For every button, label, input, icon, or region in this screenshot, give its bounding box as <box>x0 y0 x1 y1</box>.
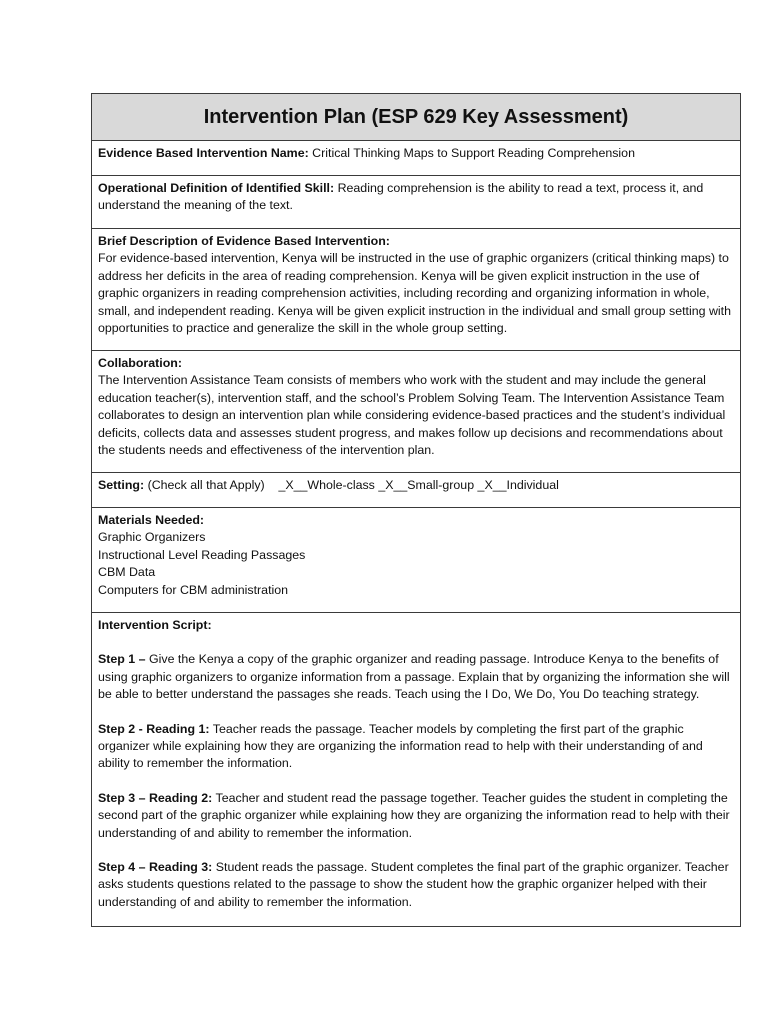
setting-check-individual: _X__ <box>477 478 507 492</box>
document-title-row <box>92 94 740 140</box>
materials-item: Computers for CBM administration <box>98 582 289 597</box>
script-step-text: Teacher reads the passage. Teacher models by completing the first part of the graphic organizer while explaining how they are organizing the information read to help with their understanding of and ability to remember the information. <box>98 721 703 771</box>
script-step-label: Step 2 - Reading 1: <box>98 721 210 736</box>
operational-definition-label: Operational Definition of Identified Skill: <box>98 181 335 195</box>
script-step-4 <box>98 859 734 911</box>
materials-item: CBM Data <box>98 565 156 580</box>
setting-option-whole-class: Whole-class <box>307 478 375 492</box>
script-step-3 <box>98 790 734 842</box>
intervention-script-label: Intervention Script: <box>98 618 212 632</box>
collaboration-row <box>92 350 740 472</box>
script-step-text: Student reads the passage. Student completes the final part of the graphic organizer. Teacher asks students questions related to the passage to show the student how the graphic organizer helped with their understanding of and ability to remember the information. <box>98 860 729 909</box>
brief-description-value: For evidence-based intervention, Kenya will be instructed in the use of graphic organizers (critical thinking maps) to address her deficits in the area of reading comprehension. Kenya will be given explicit instruction in the use of graphic organizers in reading comprehension activities, including recording and organizing information in whole, small, and independent reading. Kenya will be given explicit instruction in the individual and small group setting with opportunities to practice and generalize the skill in the whole group setting. <box>98 251 731 336</box>
materials-row <box>92 507 740 612</box>
operational-definition-value: Reading comprehension is the ability to read a text, process it, and understand the meaning of the text. <box>98 181 704 213</box>
operational-definition-row <box>92 175 740 228</box>
script-step-text: Give the Kenya a copy of the graphic organizer and reading passage. Introduce Kenya to the benefits of using graphic organizers to organize information from a passage. Explain that by organizing the information she will be able to better understand the passages she reads. Teach using the I Do, We Do, You Do teaching strategy. <box>98 652 730 702</box>
script-step-label: Step 3 – Reading 2: <box>98 790 213 805</box>
script-step-text: Teacher and student read the passage together. Teacher guides the student in completing the second part of the graphic organizer while explaining how they are organizing the information read to help with their understanding of and ability to remember the information. <box>98 790 730 840</box>
materials-item: Instructional Level Reading Passages <box>98 547 306 562</box>
script-step-1 <box>98 651 734 703</box>
setting-row <box>92 472 740 507</box>
intervention-plan-table <box>91 93 741 927</box>
script-step-2 <box>98 721 734 773</box>
document-title: Intervention Plan (ESP 629 Key Assessment) <box>203 106 629 128</box>
setting-check-small-group: _X__ <box>378 478 408 492</box>
intervention-script-row <box>92 612 740 926</box>
script-step-label: Step 1 – <box>98 652 146 667</box>
script-step-label: Step 4 – Reading 3: <box>98 860 213 875</box>
materials-label: Materials Needed: <box>98 513 205 527</box>
setting-check-whole-class: _X__ <box>278 478 308 492</box>
intervention-name-label: Evidence Based Intervention Name: <box>98 146 309 160</box>
intervention-name-value: Critical Thinking Maps to Support Reading Comprehension <box>312 146 635 160</box>
setting-option-small-group: Small-group <box>407 478 475 492</box>
intervention-name-row <box>92 140 740 175</box>
materials-item: Graphic Organizers <box>98 530 206 545</box>
collaboration-label: Collaboration: <box>98 356 182 370</box>
brief-description-row <box>92 228 740 350</box>
brief-description-label: Brief Description of Evidence Based Intervention: <box>98 234 390 248</box>
setting-option-individual: Individual <box>506 478 559 492</box>
setting-instruction: (Check all that Apply) <box>147 478 265 492</box>
collaboration-value: The Intervention Assistance Team consists of members who work with the student and may include the general education teacher(s), intervention staff, and the school’s Problem Solving Team. The Intervention Assistance Team collaborates to design an intervention plan while considering evidence-based practices and the student’s individual deficits, collects data and assesses student progress, and makes follow up decisions and recommendations about the students needs and effectiveness of the intervention plan. <box>98 373 726 458</box>
setting-label: Setting: <box>98 478 145 492</box>
